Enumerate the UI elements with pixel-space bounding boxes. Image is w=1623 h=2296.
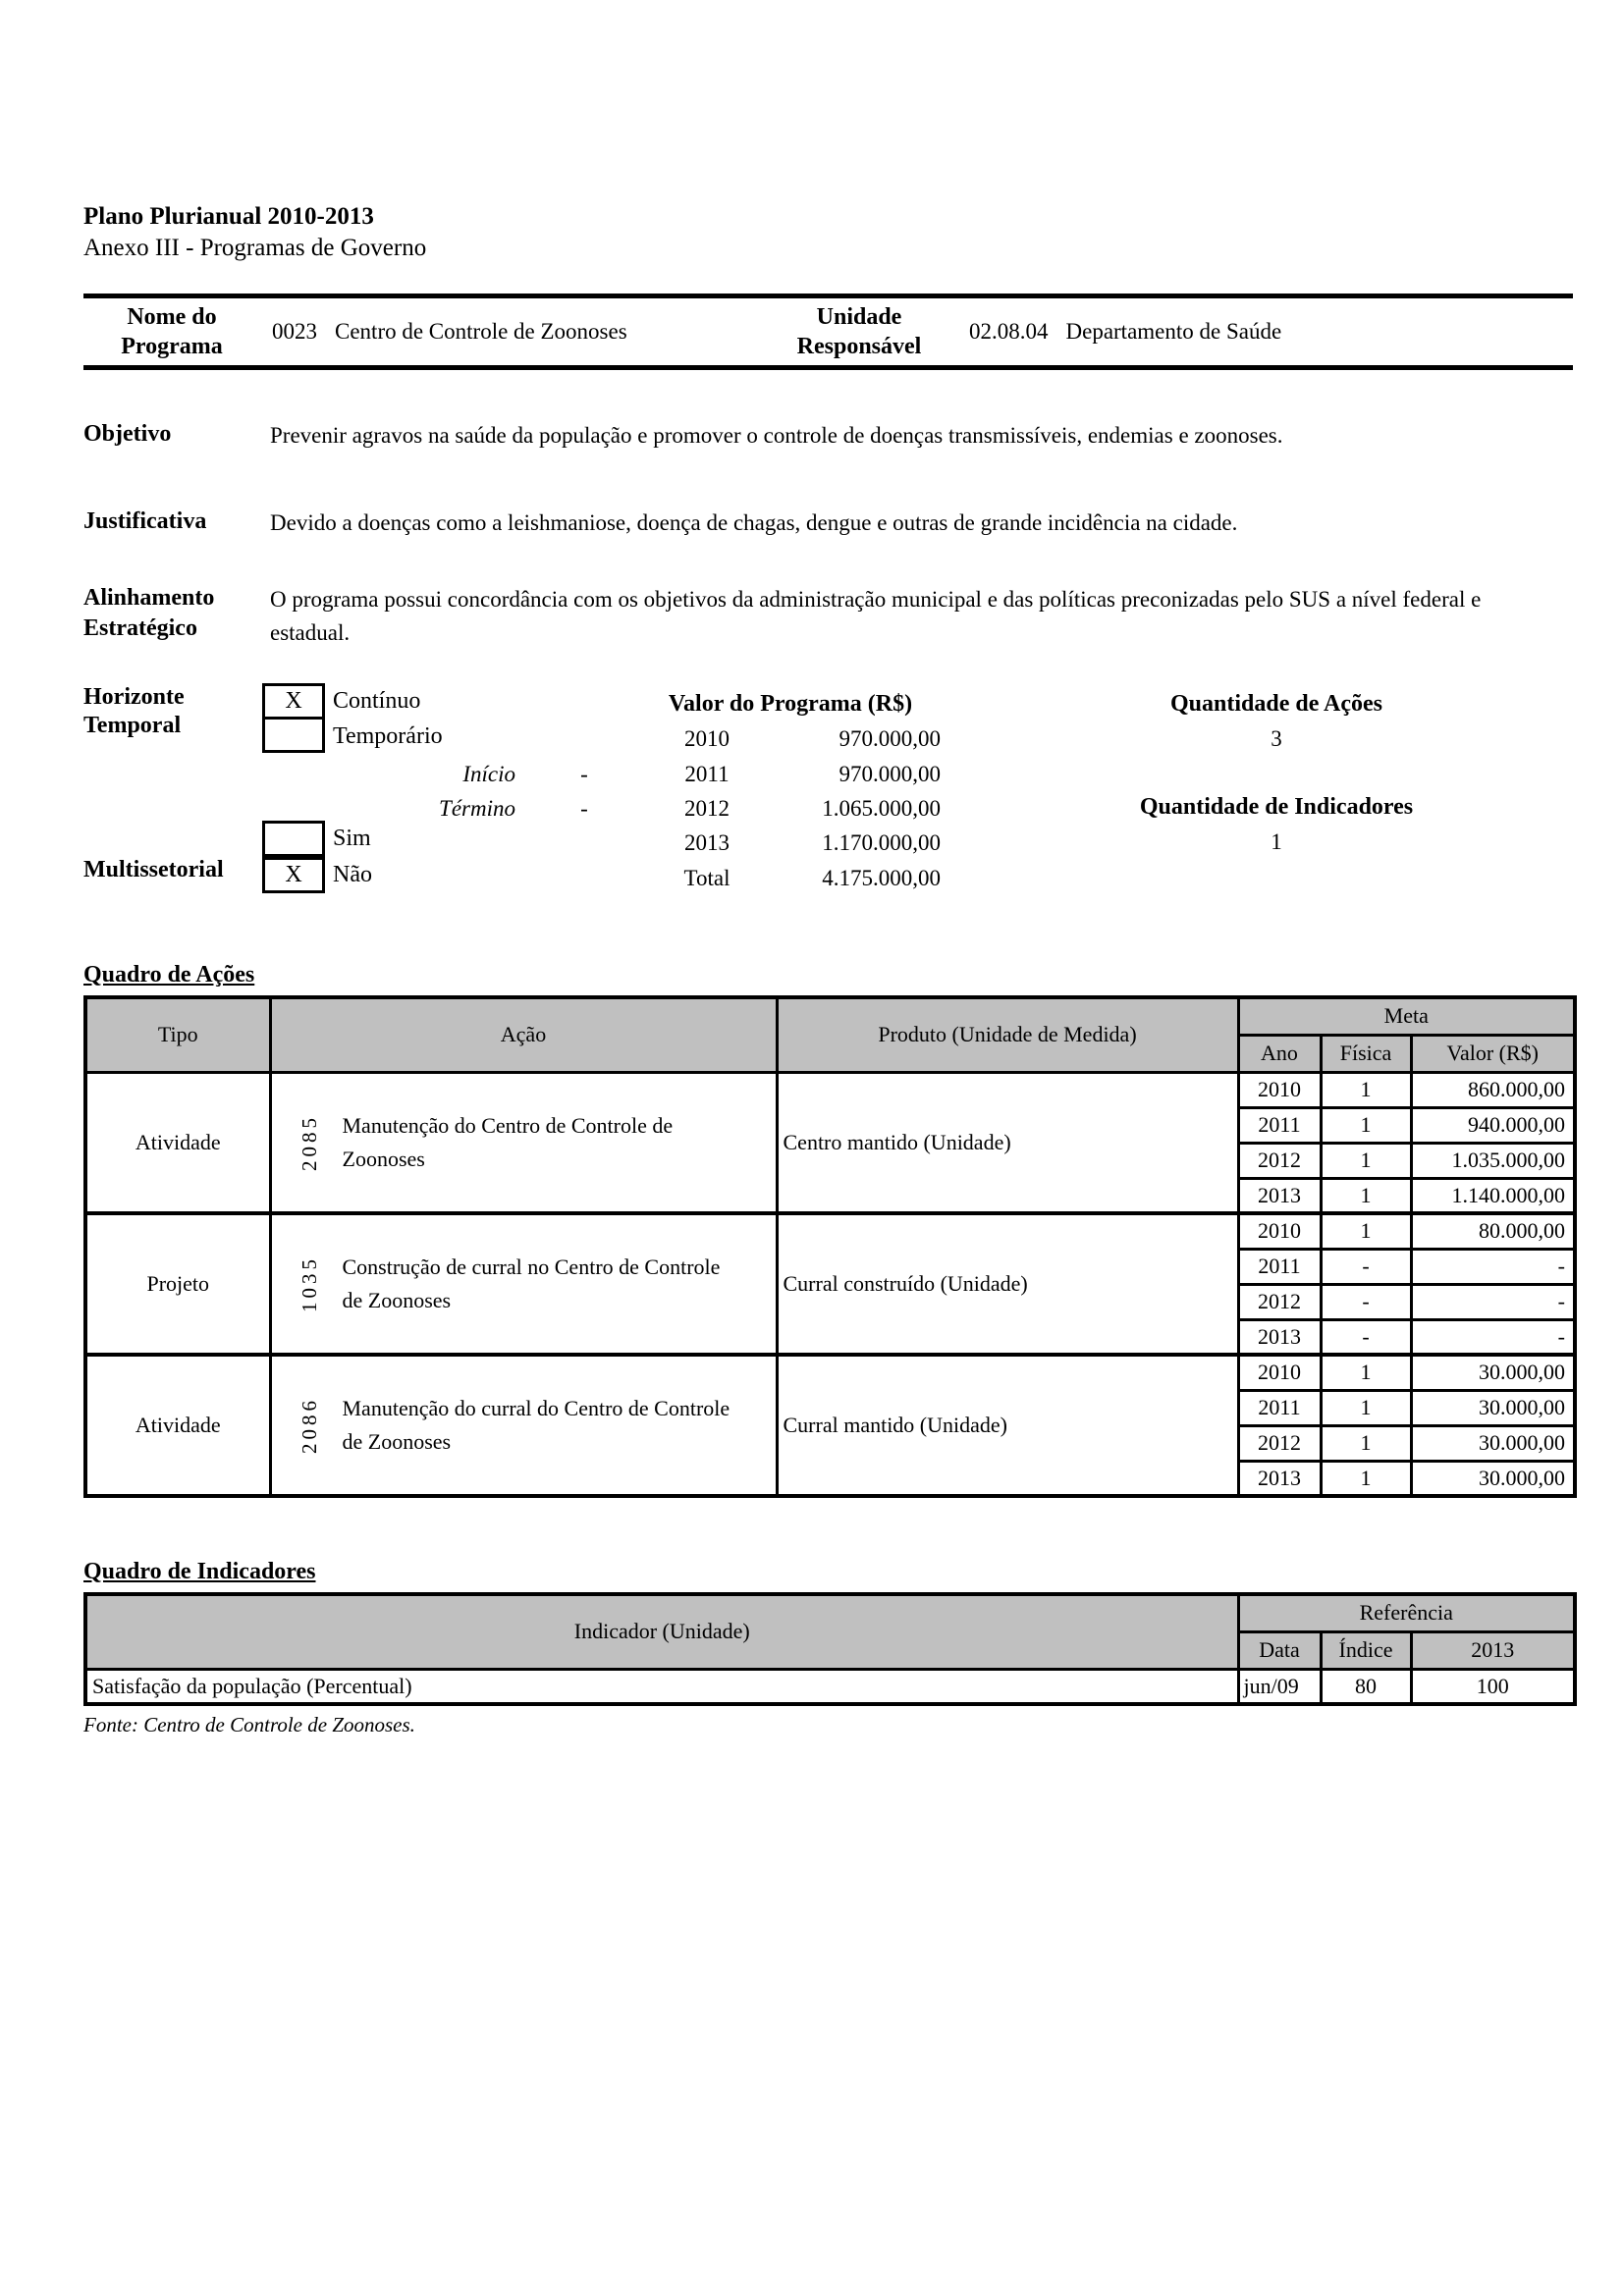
temporario-label: Temporário: [333, 723, 443, 749]
meta-valor-cell: -: [1411, 1249, 1575, 1284]
meta-fisica-cell: -: [1321, 1319, 1411, 1355]
unit-label: Unidade Responsável: [796, 304, 922, 359]
quadro-acoes-table: [83, 995, 1577, 1498]
justificativa-section: [83, 507, 1573, 540]
meta-fisica-cell: 1: [1321, 1461, 1411, 1496]
meta-valor-cell: 1.035.000,00: [1411, 1143, 1575, 1178]
col-header-produto: Produto (Unidade de Medida): [777, 997, 1238, 1072]
valor-amount: 970.000,00: [839, 762, 941, 786]
program-code: 0023: [272, 319, 317, 344]
indicador-indice-cell: 80: [1321, 1669, 1411, 1704]
meta-ano-cell: 2010: [1238, 1072, 1321, 1107]
quadro-acoes-heading: Quadro de Ações: [83, 962, 255, 988]
meta-valor-cell: 30.000,00: [1411, 1355, 1575, 1390]
col-header-data: Data: [1238, 1631, 1321, 1669]
meta-ano-cell: 2013: [1238, 1319, 1321, 1355]
meta-fisica-cell: 1: [1321, 1143, 1411, 1178]
acao-group-row: [85, 1213, 1575, 1249]
col-header-ano: Ano: [1238, 1035, 1321, 1072]
justificativa-label: Justificativa: [83, 508, 207, 534]
meta-valor-cell: -: [1411, 1284, 1575, 1319]
sim-checkbox: [262, 821, 325, 857]
meta-valor-cell: 860.000,00: [1411, 1072, 1575, 1107]
meta-fisica-cell: 1: [1321, 1390, 1411, 1425]
meta-ano-cell: 2010: [1238, 1355, 1321, 1390]
acao-cell: [270, 1072, 777, 1213]
unit-value: [957, 319, 1573, 345]
meta-ano-cell: 2010: [1238, 1213, 1321, 1249]
col-header-indicador: Indicador (Unidade): [85, 1594, 1238, 1669]
meta-valor-cell: 30.000,00: [1411, 1461, 1575, 1496]
meta-valor-cell: -: [1411, 1319, 1575, 1355]
meta-fisica-cell: 1: [1321, 1178, 1411, 1213]
temporario-checkbox: [262, 717, 325, 753]
col-header-referencia: Referência: [1238, 1594, 1575, 1631]
meta-fisica-cell: 1: [1321, 1213, 1411, 1249]
acao-group-row: [85, 1072, 1575, 1107]
meta-ano-cell: 2011: [1238, 1249, 1321, 1284]
meta-fisica-cell: 1: [1321, 1355, 1411, 1390]
meta-fisica-cell: -: [1321, 1249, 1411, 1284]
meta-valor-cell: 30.000,00: [1411, 1425, 1575, 1461]
unit-name: Departamento de Saúde: [1065, 319, 1282, 344]
acao-codigo: 2085: [297, 1113, 321, 1171]
meta-fisica-cell: 1: [1321, 1425, 1411, 1461]
col-header-fisica: Física: [1321, 1035, 1411, 1072]
col-header-2013: 2013: [1411, 1631, 1575, 1669]
indicadores-header-row-1: [85, 1594, 1575, 1631]
valor-amount: 1.170.000,00: [822, 830, 941, 855]
valor-ano: 2011: [684, 762, 730, 786]
alinhamento-label: Alinhamento Estratégico: [83, 585, 215, 641]
fonte-note: Fonte: Centro de Controle de Zoonoses.: [83, 1713, 415, 1736]
tipo-cell: Atividade: [85, 1072, 270, 1213]
valor-amount: 1.065.000,00: [822, 796, 941, 821]
objetivo-text: Prevenir agravos na saúde da população e promover o controle de doenças transmissíveis, endemias e zoonoses.: [270, 423, 1283, 448]
quantidade-acoes-value: 3: [1271, 726, 1282, 751]
meta-ano-cell: 2012: [1238, 1284, 1321, 1319]
valor-total-amount: 4.175.000,00: [822, 866, 941, 890]
justificativa-text: Devido a doenças como a leishmaniose, doença de chagas, dengue e outras de grande incidência na cidade.: [270, 510, 1238, 535]
quadro-indicadores-table: [83, 1592, 1577, 1706]
nao-label: Não: [333, 862, 372, 887]
termino-value: -: [580, 796, 588, 821]
program-name: Centro de Controle de Zoonoses: [335, 319, 627, 344]
acao-descricao: Manutenção do curral do Centro de Controle de Zoonoses: [342, 1396, 730, 1454]
meta-ano-cell: 2012: [1238, 1425, 1321, 1461]
produto-cell: Curral construído (Unidade): [777, 1213, 1238, 1355]
acao-group-row: [85, 1355, 1575, 1390]
acao-cell: [270, 1213, 777, 1355]
col-header-meta: Meta: [1238, 997, 1575, 1035]
nao-checkbox: X: [262, 857, 325, 893]
col-header-indice: Índice: [1321, 1631, 1411, 1669]
valor-total-label: Total: [683, 866, 730, 890]
produto-cell: Curral mantido (Unidade): [777, 1355, 1238, 1496]
meta-valor-cell: 940.000,00: [1411, 1107, 1575, 1143]
program-header-strip: [83, 294, 1573, 370]
meta-ano-cell: 2012: [1238, 1143, 1321, 1178]
meta-valor-cell: 1.140.000,00: [1411, 1178, 1575, 1213]
meta-ano-cell: 2011: [1238, 1107, 1321, 1143]
temporal-block: [83, 683, 1573, 907]
valor-ano: 2012: [684, 796, 730, 821]
objetivo-label: Objetivo: [83, 421, 172, 447]
meta-fisica-cell: 1: [1321, 1107, 1411, 1143]
tipo-cell: Atividade: [85, 1355, 270, 1496]
unit-code: 02.08.04: [969, 319, 1049, 344]
continuo-label: Contínuo: [333, 688, 421, 714]
quantidade-acoes-label: Quantidade de Ações: [1169, 691, 1383, 717]
acoes-header-row-1: [85, 997, 1575, 1035]
acao-descricao: Manutenção do Centro de Controle de Zoonoses: [342, 1112, 674, 1171]
acao-codigo: 1035: [297, 1255, 321, 1312]
page-subtitle: Anexo III - Programas de Governo: [83, 235, 427, 261]
col-header-valor: Valor (R$): [1411, 1035, 1575, 1072]
horizonte-temporal-label: Horizonte Temporal: [83, 684, 185, 738]
indicador-row: [85, 1669, 1575, 1704]
valor-ano: 2013: [684, 830, 730, 855]
col-header-acao: Ação: [270, 997, 777, 1072]
produto-cell: Centro mantido (Unidade): [777, 1072, 1238, 1213]
indicador-2013-cell: 100: [1411, 1669, 1575, 1704]
valor-amount: 970.000,00: [839, 726, 941, 751]
indicador-data-cell: jun/09: [1238, 1669, 1321, 1704]
indicador-cell: Satisfação da população (Percentual): [85, 1669, 1238, 1704]
alinhamento-section: [83, 583, 1573, 650]
meta-ano-cell: 2013: [1238, 1461, 1321, 1496]
alinhamento-text: O programa possui concordância com os objetivos da administração municipal e das políticas preconizadas pelo SUS a nível federal e estadual.: [270, 587, 1482, 645]
col-header-tipo: Tipo: [85, 997, 270, 1072]
meta-ano-cell: 2013: [1238, 1178, 1321, 1213]
sim-label: Sim: [333, 826, 371, 851]
termino-label: Término: [439, 796, 515, 821]
meta-ano-cell: 2011: [1238, 1390, 1321, 1425]
document-content: [83, 201, 1573, 1737]
meta-valor-cell: 30.000,00: [1411, 1390, 1575, 1425]
meta-valor-cell: 80.000,00: [1411, 1213, 1575, 1249]
quantidade-indicadores-label: Quantidade de Indicadores: [1139, 794, 1414, 820]
objetivo-section: [83, 419, 1573, 453]
meta-fisica-cell: 1: [1321, 1072, 1411, 1107]
continuo-checkbox: X: [262, 683, 325, 720]
program-name-label: Nome do Programa: [121, 304, 223, 359]
program-name-value: [260, 319, 761, 345]
quadro-indicadores-heading: Quadro de Indicadores: [83, 1559, 316, 1584]
valor-ano: 2010: [684, 726, 730, 751]
acao-codigo: 2086: [297, 1397, 321, 1454]
multissetorial-label: Multissetorial: [83, 857, 224, 882]
quantidade-indicadores-value: 1: [1271, 829, 1282, 854]
acao-descricao: Construção de curral no Centro de Controle de Zoonoses: [342, 1255, 721, 1312]
valor-programa-title: Valor do Programa (R$): [668, 691, 913, 717]
inicio-label: Início: [462, 762, 515, 786]
meta-fisica-cell: -: [1321, 1284, 1411, 1319]
tipo-cell: Projeto: [85, 1213, 270, 1355]
inicio-value: -: [580, 762, 588, 786]
acao-cell: [270, 1355, 777, 1496]
page-title: Plano Plurianual 2010-2013: [83, 203, 374, 230]
